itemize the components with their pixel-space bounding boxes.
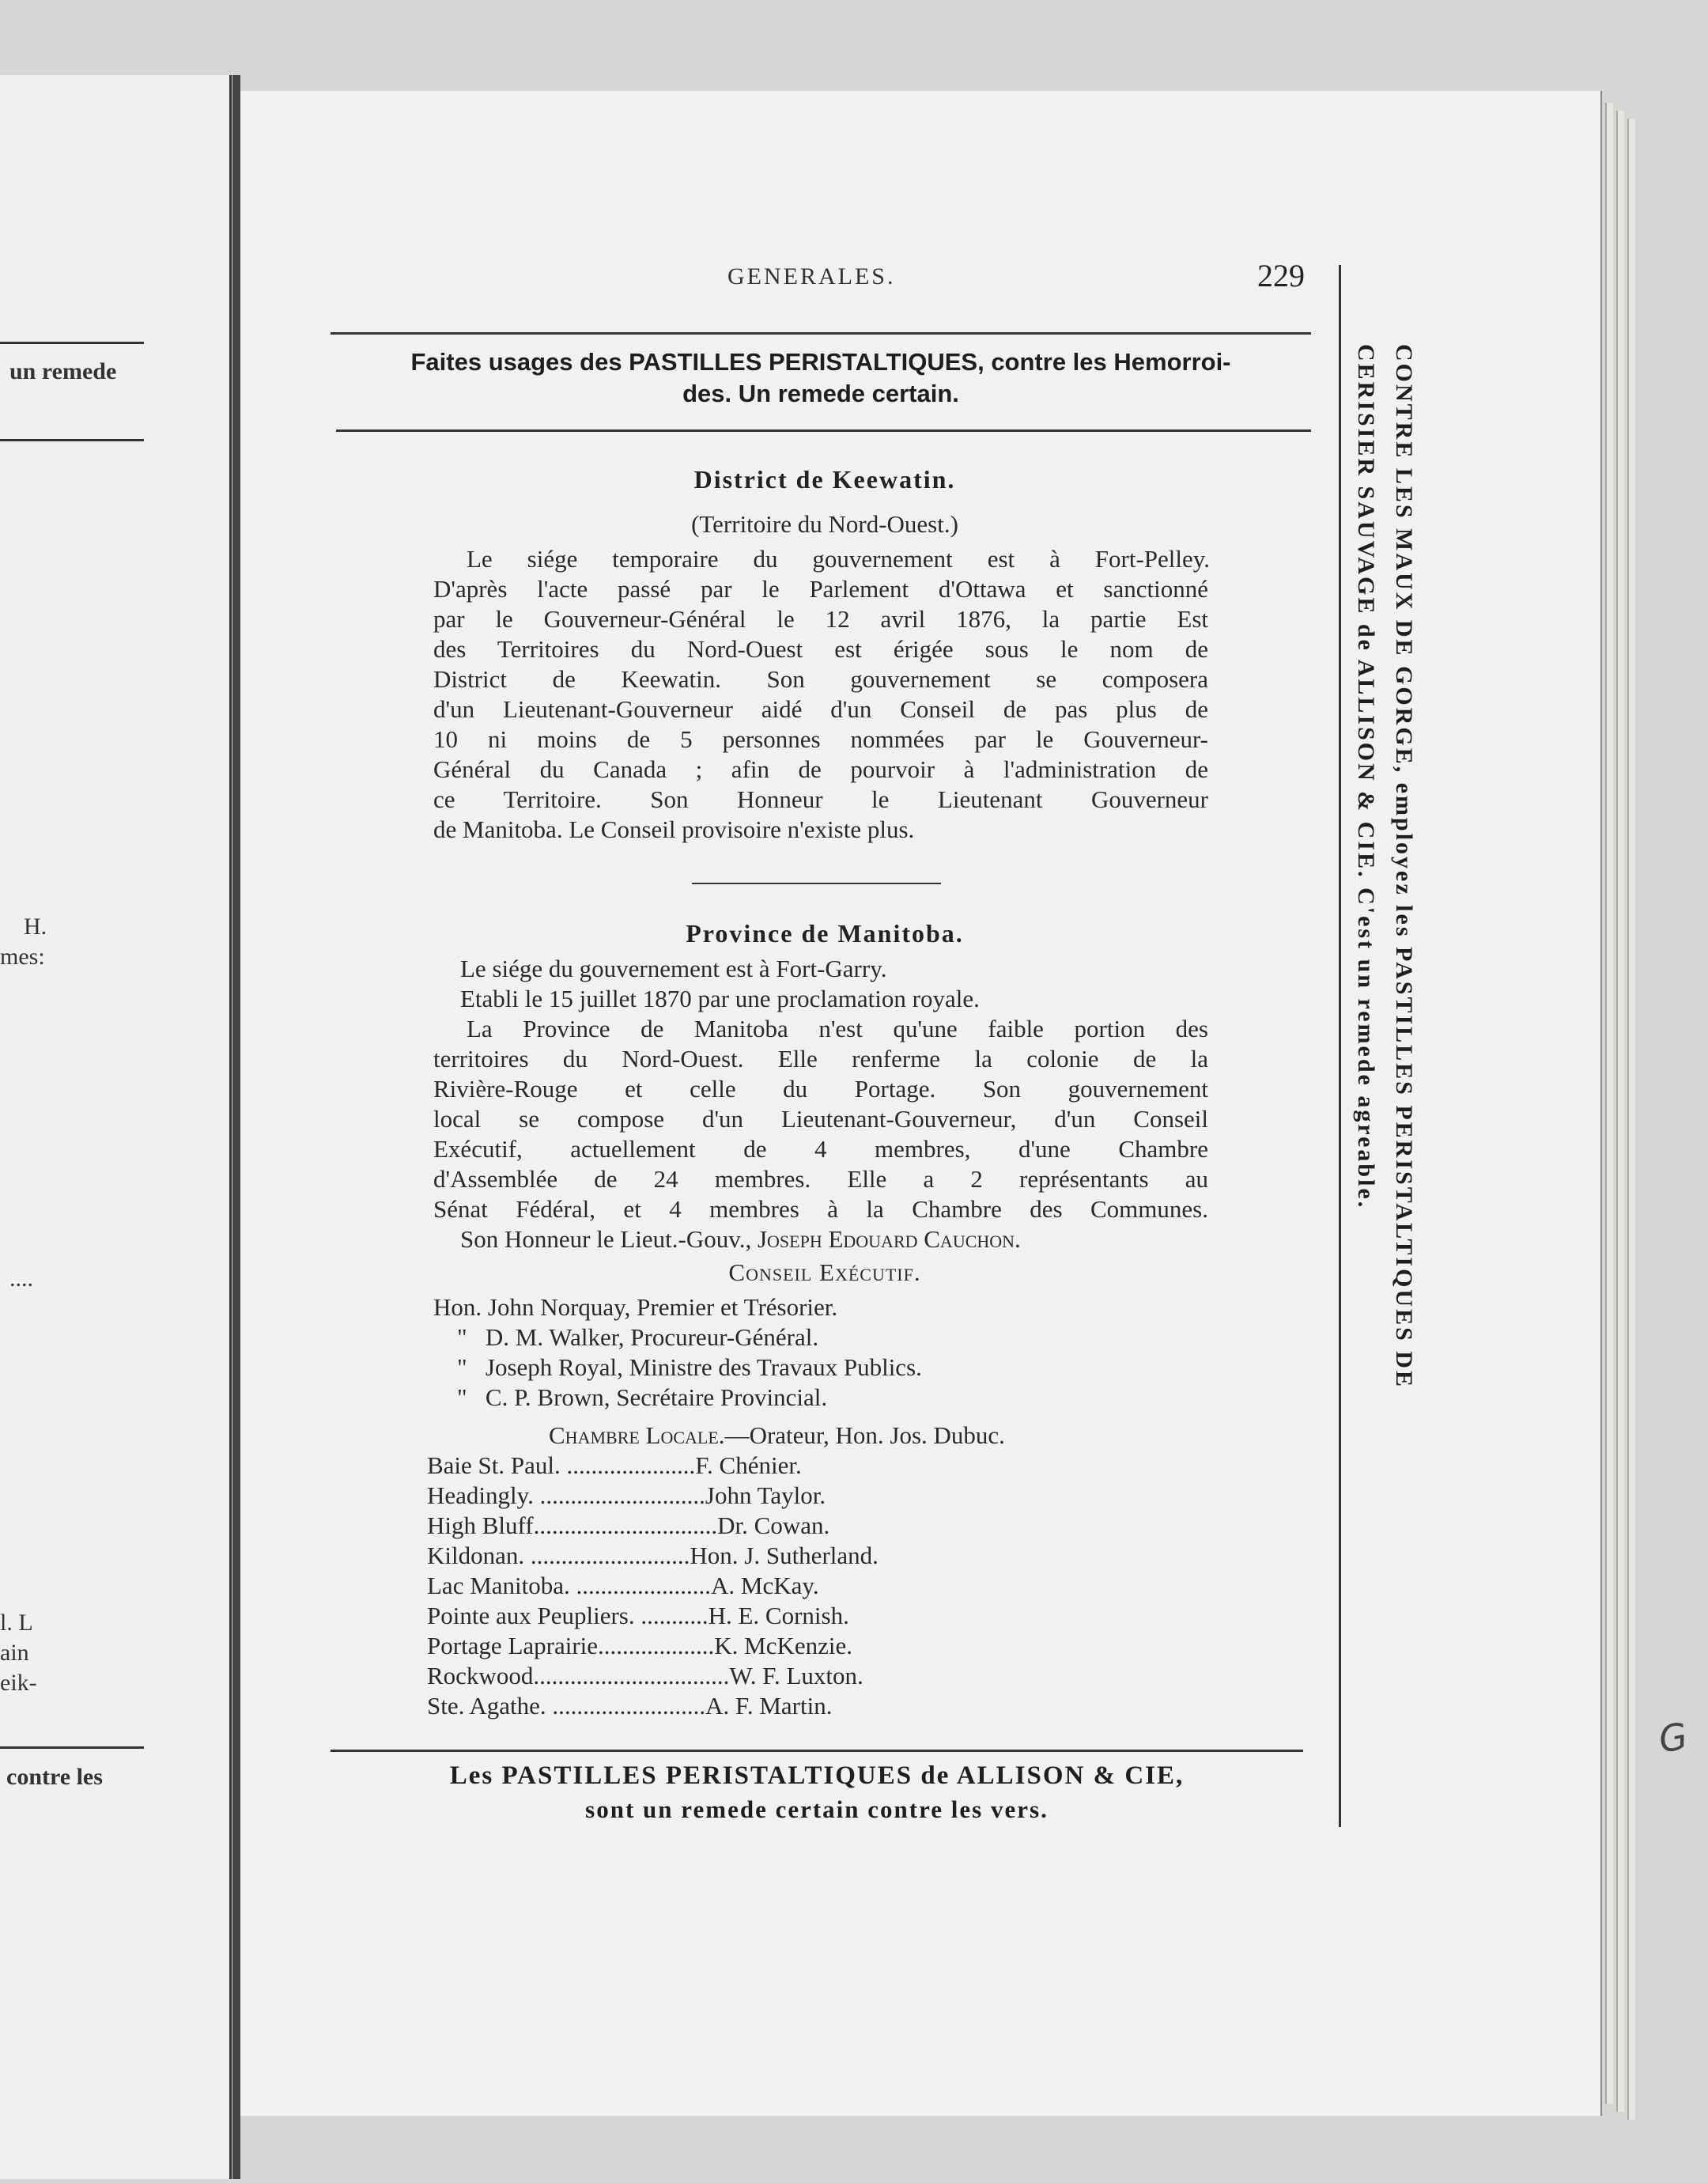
member-row: [427, 1631, 852, 1661]
member-place: Headingly.: [427, 1481, 534, 1509]
text-line: Rivière-Rouge et celle du Portage. Son gouvernement: [433, 1075, 1208, 1103]
top-ad-line1: Faites usages des PASTILLES PERISTALTIQUES, contre les Hemorroi-: [410, 348, 1231, 376]
page-edge: [1616, 111, 1624, 2112]
bottom-ad-line1: Les PASTILLES PERISTALTIQUES de ALLISON & CIE,: [449, 1761, 1185, 1790]
member-place: High Bluff: [427, 1511, 534, 1539]
ad-rule-top: [331, 1750, 1303, 1752]
keewatin-title: District de Keewatin.: [693, 465, 956, 494]
leader-dots: ..........................: [524, 1542, 690, 1569]
council-member: " C. P. Brown, Secrétaire Provincial.: [457, 1383, 828, 1411]
page-edge: [1605, 103, 1613, 2104]
member-place: Baie St. Paul.: [427, 1451, 561, 1479]
member-place: Rockwood: [427, 1662, 534, 1689]
chambre-line: [549, 1421, 1005, 1451]
text-line: des Territoires du Nord-Ouest est érigée sous le nom de: [433, 635, 1208, 663]
book-gutter: [232, 75, 240, 2179]
ad-rule-bottom: [336, 429, 1311, 432]
left-page-fragment: un remede: [9, 358, 117, 384]
left-page-rule: [0, 1746, 144, 1749]
member-name: W. F. Luxton.: [729, 1662, 863, 1689]
governor-name: Joseph Edouard Cauchon.: [757, 1225, 1021, 1253]
governor-prefix: Son Honneur le Lieut.-Gouv.,: [460, 1225, 752, 1253]
member-place: Pointe aux Peupliers.: [427, 1602, 635, 1629]
member-place: Ste. Agathe.: [427, 1692, 546, 1720]
text-line: local se compose d'un Lieutenant-Gouverneur, d'un Conseil: [433, 1105, 1208, 1133]
text-line: de Manitoba. Le Conseil provisoire n'existe plus.: [433, 815, 915, 843]
column-rule: [1339, 265, 1341, 1827]
page-edge: [1627, 119, 1635, 2120]
text-line: Exécutif, actuellement de 4 membres, d'une Chambre: [433, 1135, 1208, 1163]
member-name: Dr. Cowan.: [717, 1511, 830, 1539]
left-page-fragment: eik-: [0, 1670, 37, 1696]
page-number: 229: [1257, 258, 1305, 293]
member-row: [427, 1451, 802, 1481]
leader-dots: ......................: [569, 1572, 712, 1599]
side-ad-line1: CONTRE LES MAUX DE GORGE, employez les PASTILLES PERISTALTIQUES DE: [1391, 344, 1417, 1389]
section-divider: [692, 883, 941, 884]
left-page-fragment: l. L: [0, 1610, 33, 1636]
text-line: Le siége du gouvernement est à Fort-Garry.: [460, 955, 887, 982]
member-row: [427, 1541, 879, 1571]
text-line: D'après l'acte passé par le Parlement d'Ottawa et sanctionné: [433, 575, 1208, 603]
left-page-rule: [0, 439, 144, 441]
leader-dots: ................................: [533, 1662, 730, 1689]
chambre-orateur: —Orateur, Hon. Jos. Dubuc.: [724, 1421, 1005, 1449]
member-row: [427, 1481, 826, 1511]
manitoba-title: Province de Manitoba.: [686, 919, 964, 948]
text-line: territoires du Nord-Ouest. Elle renferme la colonie de la: [433, 1045, 1208, 1073]
council-member: " D. M. Walker, Procureur-Général.: [457, 1323, 819, 1351]
leader-dots: .........................: [546, 1692, 706, 1720]
member-name: K. McKenzie.: [714, 1632, 853, 1659]
council-member: " Joseph Royal, Ministre des Travaux Publics.: [457, 1353, 922, 1381]
ad-rule-top: [331, 332, 1311, 335]
top-ad-line2: des. Un remede certain.: [682, 380, 959, 407]
text-line: d'un Lieutenant-Gouverneur aidé d'un Conseil de pas plus de: [433, 695, 1208, 723]
left-page-fragment: ....: [9, 1266, 33, 1292]
text-line: Le siége temporaire du gouvernement est à Fort-Pelley.: [467, 545, 1210, 573]
member-name: A. McKay.: [711, 1572, 819, 1599]
left-page-fragment: H.: [24, 914, 47, 940]
member-row: [427, 1661, 863, 1691]
left-facing-page: [0, 75, 232, 2179]
leader-dots: ...................: [598, 1632, 715, 1659]
leader-dots: ...........................: [533, 1481, 705, 1509]
text-line: 10 ni moins de 5 personnes nommées par le Gouverneur-: [433, 725, 1208, 753]
council-heading: Conseil Exécutif.: [728, 1258, 921, 1286]
bottom-ad-line2: sont un remede certain contre les vers.: [585, 1795, 1049, 1823]
member-name: A. F. Martin.: [705, 1692, 833, 1720]
member-row: [427, 1601, 849, 1631]
member-name: H. E. Cornish.: [708, 1602, 849, 1629]
text-line: La Province de Manitoba n'est qu'une faible portion des: [467, 1015, 1208, 1042]
member-place: Lac Manitoba.: [427, 1572, 570, 1599]
member-place: Kildonan.: [427, 1542, 525, 1569]
side-ad-line2: CERISIER SAUVAGE de ALLISON & CIE. C'est un remede agreable.: [1353, 344, 1379, 1210]
leader-dots: ...........: [634, 1602, 709, 1629]
member-row: [427, 1571, 819, 1601]
text-line: par le Gouverneur-Général le 12 avril 1876, la partie Est: [433, 605, 1208, 633]
running-header: GENERALES.: [727, 263, 896, 289]
member-name: Hon. J. Sutherland.: [690, 1542, 879, 1569]
member-row: [427, 1511, 829, 1541]
member-name: F. Chénier.: [695, 1451, 802, 1479]
chambre-heading: Chambre Locale.: [549, 1421, 725, 1449]
text-line: Général du Canada ; afin de pourvoir à l'administration de: [433, 755, 1208, 783]
text-line: d'Assemblée de 24 membres. Elle a 2 représentants au: [433, 1165, 1208, 1193]
member-row: [427, 1691, 832, 1721]
text-line: District de Keewatin. Son gouvernement se composera: [433, 665, 1208, 693]
keewatin-subtitle: (Territoire du Nord-Ouest.): [691, 510, 958, 538]
left-page-fragment: contre les: [6, 1764, 103, 1790]
text-line: Sénat Fédéral, et 4 membres à la Chambre des Communes.: [433, 1195, 1208, 1223]
leader-dots: ..............................: [533, 1511, 718, 1539]
member-place: Portage Laprairie: [427, 1632, 599, 1659]
left-page-fragment: mes:: [0, 944, 45, 970]
margin-mark: G: [1655, 1714, 1691, 1761]
governor-line: [460, 1224, 1021, 1254]
text-line: ce Territoire. Son Honneur le Lieutenant Gouverneur: [433, 785, 1208, 813]
leader-dots: .....................: [560, 1451, 696, 1479]
left-page-fragment: ain: [0, 1640, 29, 1666]
text-line: Etabli le 15 juillet 1870 par une proclamation royale.: [460, 985, 980, 1012]
council-member: Hon. John Norquay, Premier et Trésorier.: [433, 1293, 838, 1321]
left-page-rule: [0, 342, 144, 344]
member-name: John Taylor.: [705, 1481, 826, 1509]
